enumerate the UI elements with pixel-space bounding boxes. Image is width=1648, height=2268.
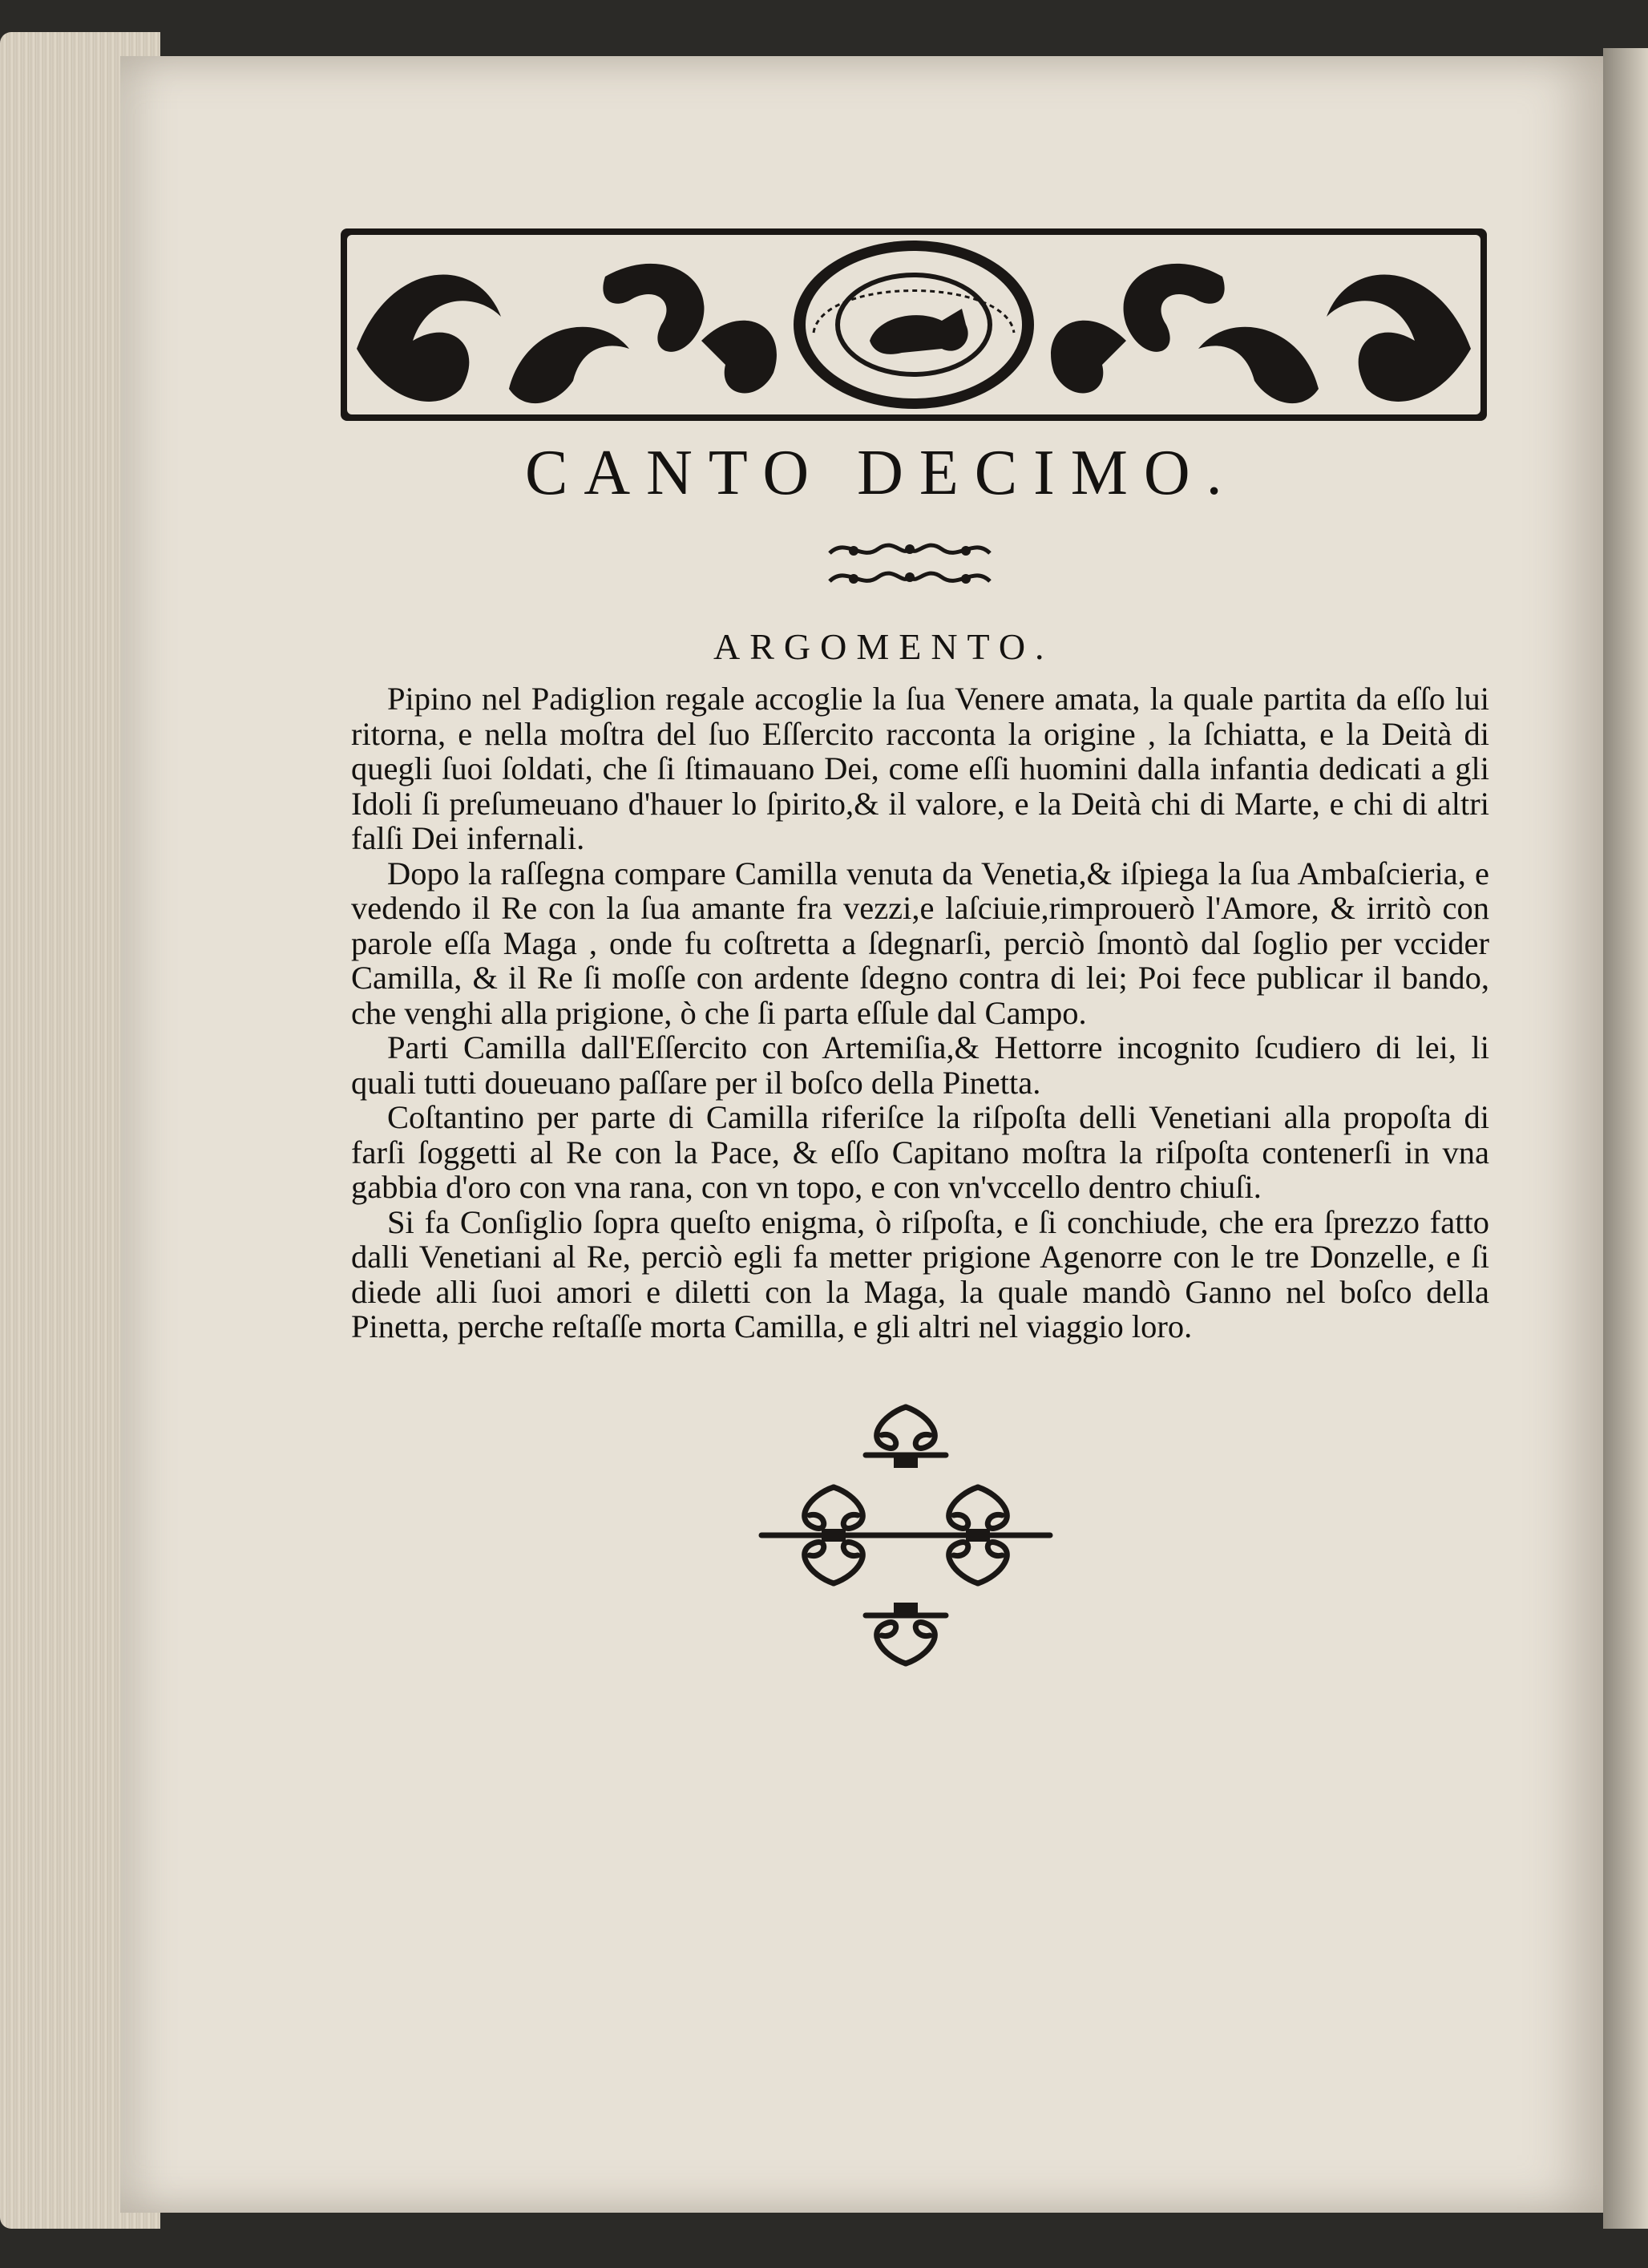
printer-fleuron-icon [814,533,1006,597]
paragraph-5: Si fa Conſiglio ſopra queſto enigma, ò riſpoſta, e ſi conchiude, che era ſprezzo fatto dalli Venetiani al Re, perciò egli fa metter prigione Agenorre con le tre Donzelle, e ſi diede alli ſuoi amori e diletti con la Maga, la quale mandò Ganno nel boſco della Pinetta, perche reſtaſſe morta Camilla, e gli altri nel viaggio loro. [351,1203,1489,1344]
paragraph-1: Pipino nel Padiglion regale accoglie la ſua Venere amata, la quale partita da eſſo lui ritorna, e nella moſtra del ſuo Eſſercito racconta la origine , la ſchiatta, e la Deità di quegli ſuoi ſoldati, che ſi ſtimauano Dei, come eſſi huomini dalla infantia dedicati a gli Idoli ſi preſumeuano d'hauer lo ſpirito,& il valore, e la Deità chi di Marte, e chi di altri falſi Dei infernali. [351,681,1489,856]
facing-page-edge [1603,48,1648,2229]
paragraph-2: Dopo la raſſegna compare Camilla venuta da Venetia,& iſpiega la ſua Ambaſcieria, e vedendo il Re con la ſua amante fra vezzi,e laſciuie,rimprouerò l'Amore, & irritò con parole eſſa Maga , onde fu coſtretta a ſdegnarſi, perciò ſmontò dal ſoglio per vccider Camilla, & il Re ſi moſſe con ardente ſdegno contra di lei; Poi fece publicar il bando, che venghi alla prigione, ò che ſi parta eſſule dal Campo. [351,855,1489,1031]
canto-title: CANTO DECIMO. [525,438,1238,508]
argomento-heading: ARGOMENTO. [713,626,1054,667]
woodcut-headpiece-icon [341,228,1487,421]
paragraph-4: Coſtantino per parte di Camilla riferiſce la riſpoſta delli Venetiani alla propoſta di farſi ſoggetti al Re con la Pace, & eſſo Capitano moſtra la riſpoſta contenerſi in vna gabbia d'oro con vna rana, con vn topo, e con vn'vccello dentro chiuſi. [351,1099,1489,1205]
argomento-text [351,681,1489,1344]
paragraph-3: Parti Camilla dall'Eſſercito con Artemiſia,& Hettorre incognito ſcudiero di lei, li quali tutti doueuano paſſare per il boſco della Pinetta. [351,1029,1489,1101]
diamond-fleuron-tailpiece-icon [745,1399,1066,1672]
